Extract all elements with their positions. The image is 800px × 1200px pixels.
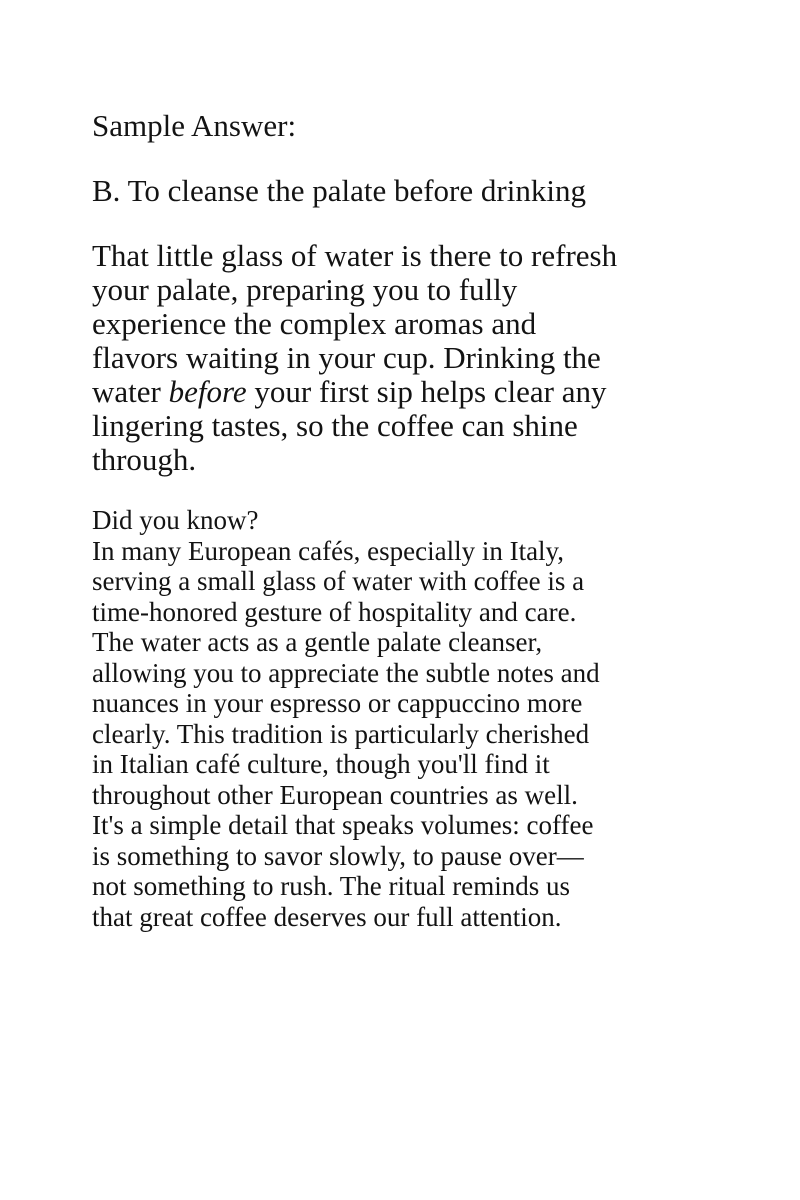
text-segment: water bbox=[92, 374, 169, 409]
did-you-know-body bbox=[92, 536, 738, 933]
text-segment: The water acts as a gentle palate cleanser, bbox=[92, 627, 543, 657]
text-segment: time-honored gesture of hospitality and care. bbox=[92, 596, 577, 627]
text-segment: your first sip helps clear any bbox=[246, 374, 607, 409]
text-segment: allowing you to appreciate the subtle notes and bbox=[92, 657, 600, 688]
text-segment: clearly. This tradition is particularly cherished bbox=[92, 718, 590, 749]
explanation-paragraph bbox=[92, 239, 738, 477]
text-segment: In many European cafés, especially in Italy, bbox=[92, 535, 565, 566]
text-segment: throughout other European countries as well. bbox=[92, 779, 578, 810]
did-you-know-section bbox=[92, 505, 738, 932]
text-segment: nuances in your espresso or cappuccino more bbox=[92, 688, 583, 718]
text-segment: That little glass of water is there to refresh bbox=[92, 238, 618, 273]
text-segment: that great coffee deserves our full attention. bbox=[92, 901, 562, 932]
text-segment: flavors waiting in your cup. Drinking the bbox=[92, 340, 601, 375]
text-segment: not something to rush. The ritual reminds us bbox=[92, 871, 570, 901]
answer-line: B. To cleanse the palate before drinking bbox=[92, 173, 586, 208]
sample-answer-heading: Sample Answer: bbox=[92, 108, 297, 143]
text-segment: experience the complex aromas and bbox=[92, 306, 537, 341]
text-segment: is something to savor slowly, to pause over— bbox=[92, 840, 584, 871]
text-segment: through. bbox=[92, 442, 197, 477]
text-segment: in Italian café culture, though you'll find it bbox=[92, 749, 550, 779]
emphasized-text: before bbox=[168, 374, 247, 409]
did-you-know-title: Did you know? bbox=[92, 505, 259, 535]
text-segment: serving a small glass of water with coffee is a bbox=[92, 566, 585, 596]
text-segment: It's a simple detail that speaks volumes: coffee bbox=[92, 810, 594, 840]
text-segment: your palate, preparing you to fully bbox=[92, 272, 518, 307]
text-segment: lingering tastes, so the coffee can shine bbox=[92, 408, 578, 443]
